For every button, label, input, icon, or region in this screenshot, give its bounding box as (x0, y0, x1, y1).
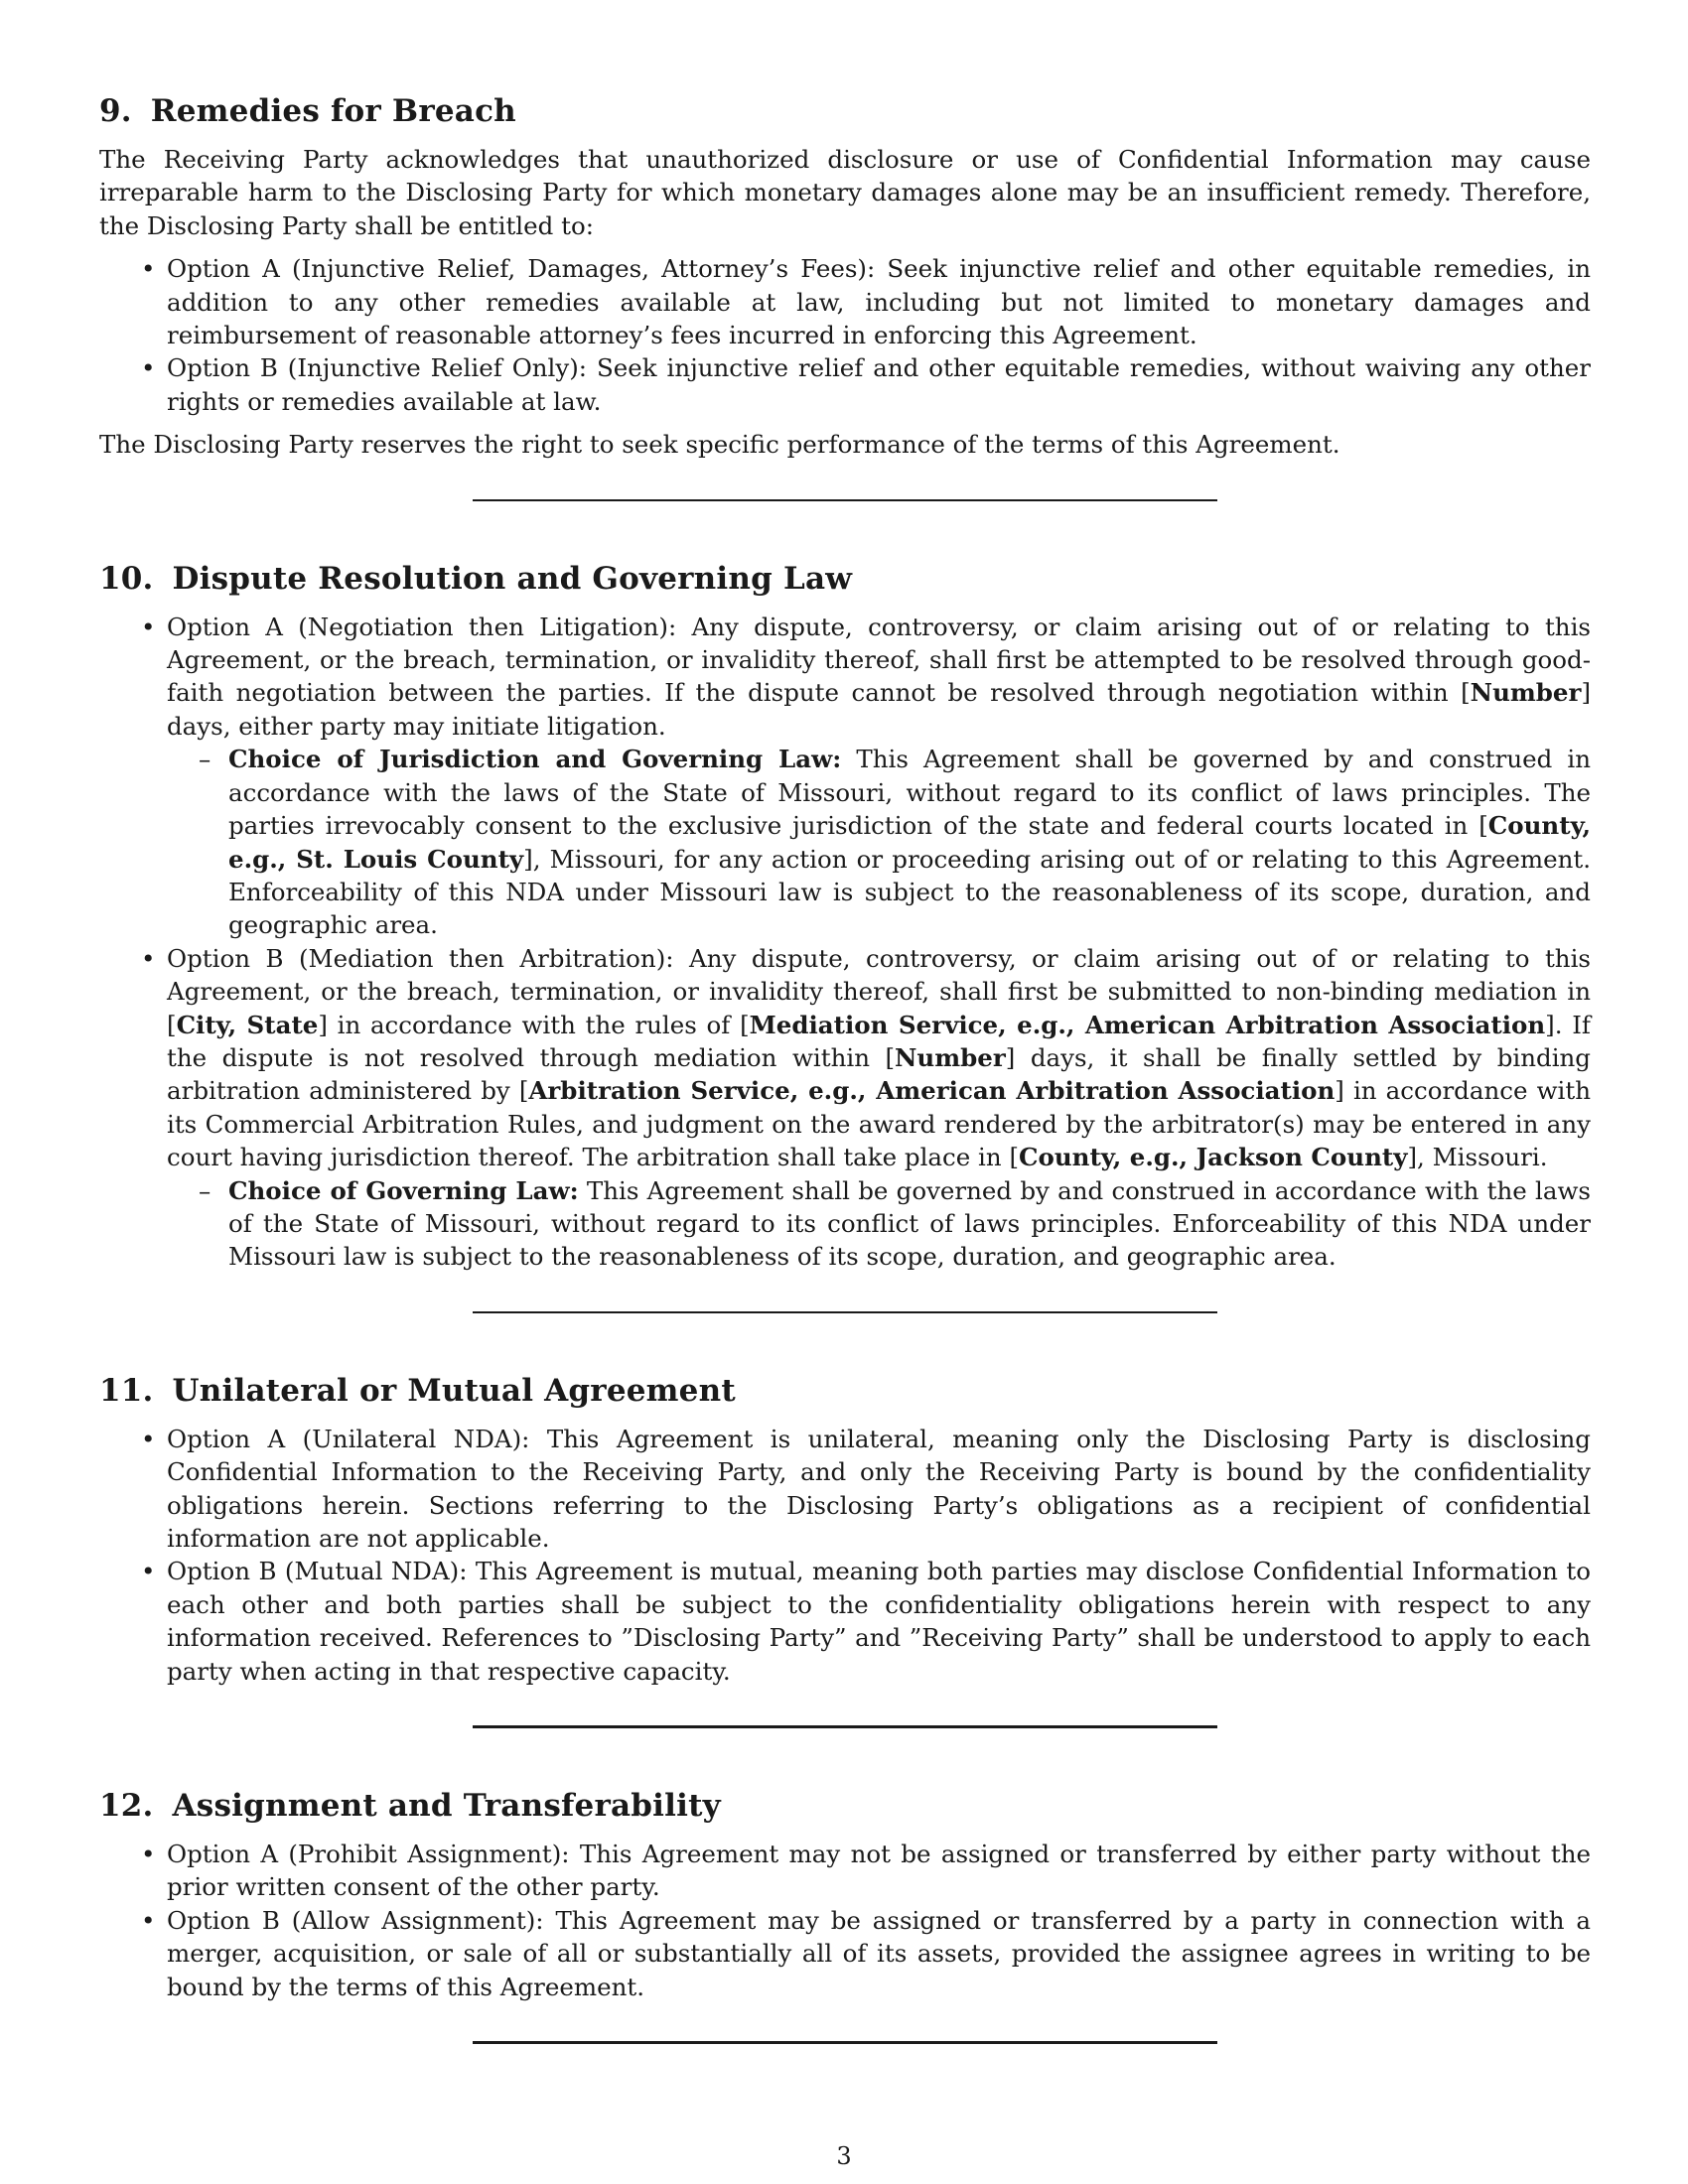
sub-options-list (167, 1174, 1591, 1274)
text: ], Missouri. (1407, 1143, 1548, 1172)
option-a (167, 611, 1591, 942)
placeholder-field: Number (1470, 678, 1582, 708)
options-list (99, 1423, 1591, 1688)
section-intro: The Receiving Party acknowledges that unauthorized disclosure or use of Confidential Information may cause irreparable harm to the Disclosing Party for which monetary damages alone may be an insufficient remedy. Therefore, the Disclosing Party shall be entitled to: (99, 145, 1591, 240)
document-page (99, 91, 1591, 2102)
sub-options-list (167, 743, 1591, 941)
placeholder-field: Mediation Service, e.g., American Arbitration Association (749, 1010, 1546, 1039)
option-a: • Option A (Unilateral NDA): This Agreement is unilateral, meaning only the Disclosing Party is disclosing Confidential Information to the Receiving Party, and only the Receiving Party is bound by the confidentiality obligations herein. Sections referring to the Disclosing Party’s obligations as a recipient of confidential information are not applicable. (167, 1423, 1591, 1556)
section-divider (473, 1311, 1217, 1313)
text: ] days, either party may initiate litigation. (167, 678, 1591, 741)
text: ], Missouri, for any action or proceeding arising out of or relating to this Agreement. Enforceability of this NDA under Missouri law is subject to the reasonableness of its scope, duration, and geographic area. (228, 844, 1591, 940)
placeholder-field: Number (895, 1042, 1006, 1072)
sub-option-jurisdiction (228, 743, 1591, 941)
section-assignment (99, 1786, 1591, 2003)
section-title: Dispute Resolution and Governing Law (172, 560, 853, 597)
section-closing: The Disclosing Party reserves the right to seek specific performance of the terms of this Agreement. (99, 430, 1340, 460)
placeholder-field: Arbitration Service, e.g., American Arbitration Association (528, 1076, 1336, 1106)
sub-option-label: Choice of Jurisdiction and Governing Law: (228, 745, 842, 774)
text: This Agreement shall be governed by and construed in accordance with the laws of the State of Missouri, without regard to its conflict of laws principles. The parties irrevocably consent to the exclusive jurisdiction of the state and federal courts located in [ (228, 745, 1592, 841)
section-divider (473, 1725, 1217, 1728)
option-b: • Option B (Mutual NDA): This Agreement is mutual, meaning both parties may disclose Confidential Information to each other and both parties shall be subject to the confidentiality obligations herein with respect to any information received. References to ”Disclosing Party” and ”Receiving Party” shall be understood to apply to each party when acting in that respective capacity. (167, 1555, 1591, 1688)
text: This Agreement shall be governed by and construed in accordance with the laws of the State of Missouri, without regard to its conflict of laws principles. Enforceability of this NDA under Missouri law is subject to the reasonableness of its scope, duration, and geographic area. (228, 1175, 1591, 1272)
sub-option-governing-law (228, 1174, 1591, 1274)
placeholder-field: County, e.g., Jackson County (1019, 1143, 1408, 1172)
text: Option A (Negotiation then Litigation): Any dispute, controversy, or claim arising out of or relating to this Agreement, or the breach, termination, or invalidity thereof, shall first be attempted to be resolved through good-faith negotiation between the parties. If the dispute cannot be resolved through negotiation within [ (167, 612, 1591, 708)
section-unilateral-or-mutual (99, 1371, 1591, 1688)
option-a: • Option A (Injunctive Relief, Damages, Attorney’s Fees): Seek injunctive relief and other equitable remedies, in addition to any other remedies available at law, including but not limited to monetary damages and reimbursement of reasonable attorney’s fees incurred in enforcing this Agreement. (167, 252, 1591, 351)
text: Option B (Mediation then Arbitration): Any dispute, controversy, or claim arising out of or relating to this Agreement, or the breach, termination, or invalidity thereof, shall first be submitted to non-binding mediation in [ (167, 943, 1591, 1039)
option-b: • Option B (Injunctive Relief Only): Seek injunctive relief and other equitable remedies, without waiving any other rights or remedies available at law. (167, 351, 1591, 418)
placeholder-field: City, State (176, 1010, 319, 1039)
section-heading (99, 1371, 1591, 1411)
placeholder-field: County, e.g., St. Louis County (228, 811, 1591, 874)
section-divider (473, 499, 1217, 501)
option-b: • Option B (Allow Assignment): This Agreement may be assigned or transferred by a party in connection with a merger, acquisition, or sale of all or substantially all of its assets, provided the assignee agrees in writing to be bound by the terms of this Agreement. (167, 1904, 1591, 2003)
options-list (99, 252, 1591, 418)
section-heading (99, 1786, 1591, 1826)
section-dispute-resolution (99, 559, 1591, 1274)
section-heading (99, 91, 1591, 131)
sub-option-label: Choice of Governing Law: (228, 1175, 579, 1205)
section-divider (473, 2041, 1217, 2044)
section-title: Unilateral or Mutual Agreement (172, 1372, 736, 1409)
section-heading (99, 559, 1591, 599)
section-title: Assignment and Transferability (172, 1788, 721, 1825)
text: ]. If the dispute is not resolved through mediation within [ (167, 1010, 1591, 1072)
text: ] days, it shall be finally settled by binding arbitration administered by [ (167, 1042, 1591, 1106)
options-list (99, 1838, 1591, 2003)
section-number: 11. (99, 1372, 154, 1409)
text: ] in accordance with its Commercial Arbitration Rules, and judgment on the award rendered by the arbitrator(s) may be entered in any court having jurisdiction thereof. The arbitration shall take place in [ (167, 1076, 1591, 1172)
option-a: • Option A (Prohibit Assignment): This Agreement may not be assigned or transferred by either party without the prior written consent of the other party. (167, 1838, 1591, 1904)
section-remedies-for-breach (99, 91, 1591, 462)
section-title: Remedies for Breach (150, 93, 516, 129)
section-number: 9. (99, 93, 132, 129)
section-number: 10. (99, 560, 154, 597)
section-number: 12. (99, 1788, 154, 1825)
page-number: 3 (836, 2142, 852, 2170)
options-list (99, 611, 1591, 1274)
option-b (167, 942, 1591, 1274)
text: ] in accordance with the rules of [ (318, 1010, 750, 1039)
